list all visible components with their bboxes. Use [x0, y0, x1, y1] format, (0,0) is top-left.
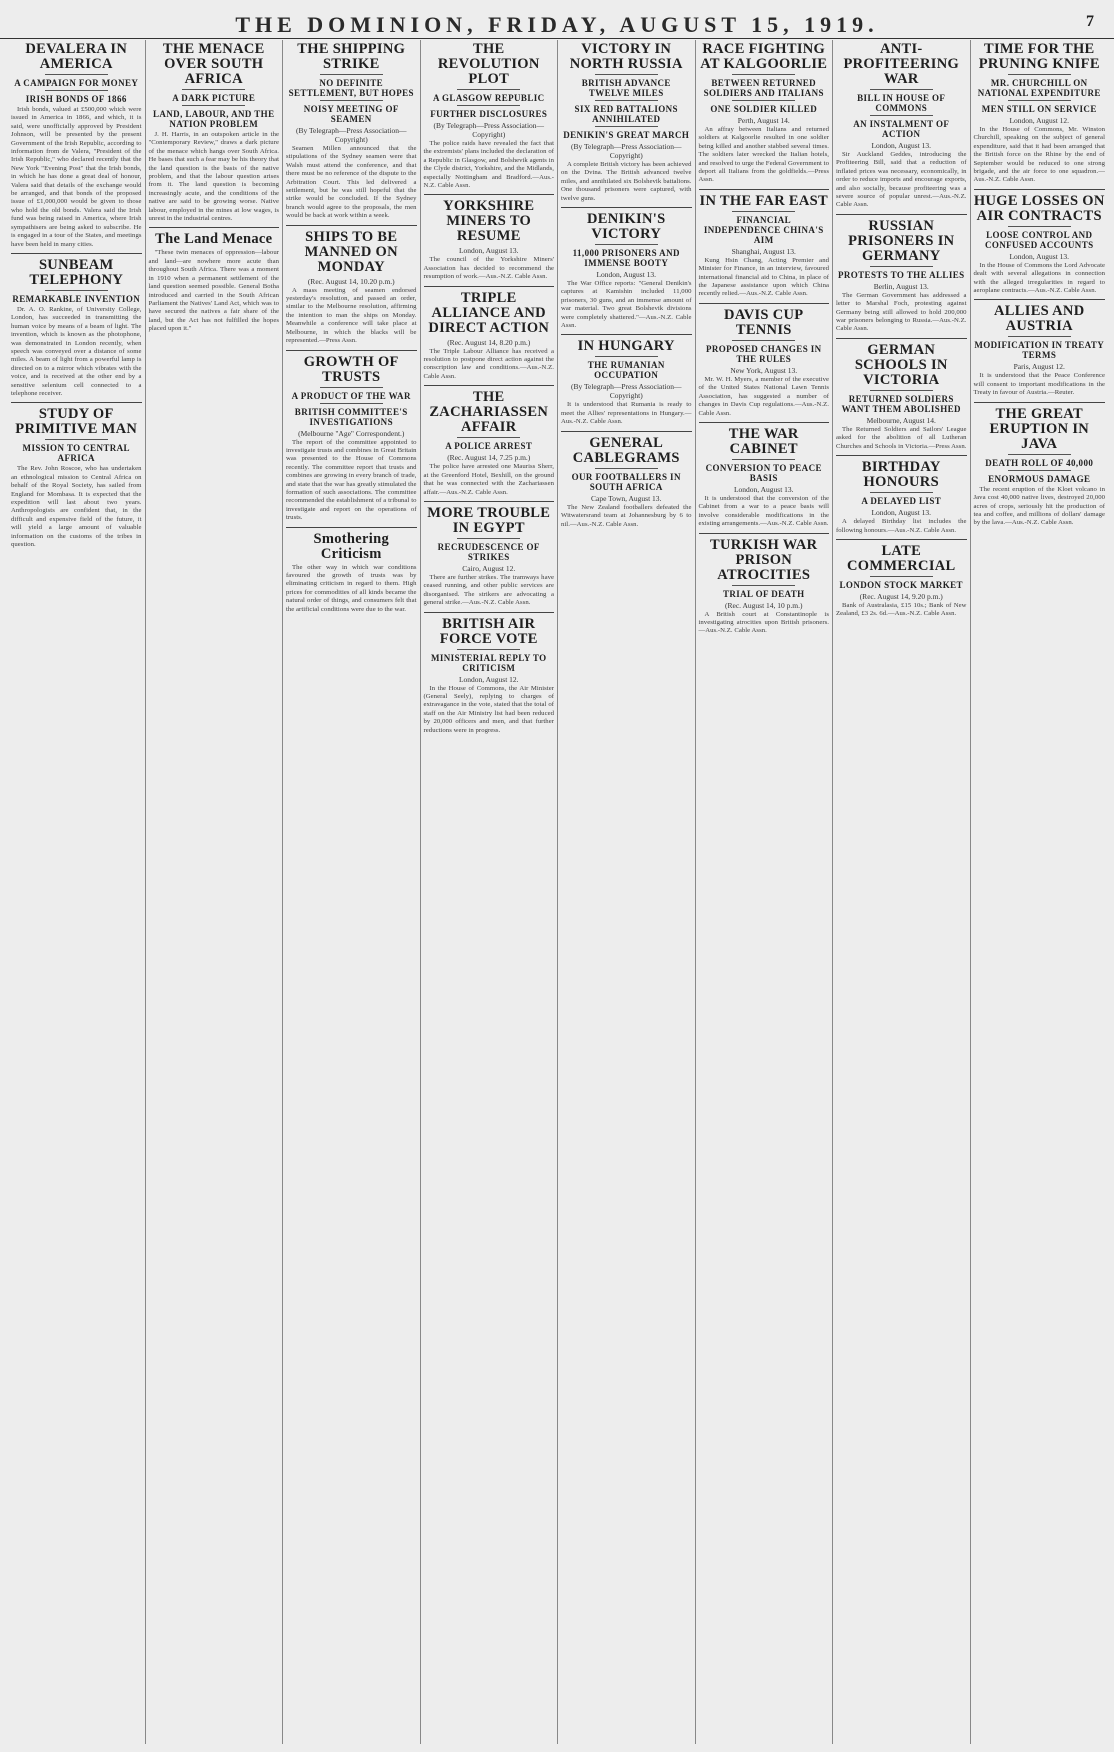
news-story	[699, 303, 830, 418]
news-story	[11, 42, 142, 249]
story-divider	[11, 253, 142, 254]
body-paragraph: An affray between Italians and returned soldiers at Kalgoorlie resulted in one soldier being killed and another stabbed several times. The soldiers later wrecked the Italian hotels, and resolved to urge the Federal Government to deport all Italians from the goldfields.—Press Assn.	[698, 126, 829, 184]
story-body	[11, 106, 142, 249]
story-subheadline: ONE SOLDIER KILLED	[710, 104, 818, 114]
story-subheadline: MISSION TO CENTRAL AFRICA	[22, 443, 130, 464]
story-dateline: Cape Town, August 13.	[591, 493, 662, 503]
news-story	[11, 253, 142, 398]
news-story	[424, 385, 555, 497]
story-divider	[286, 350, 417, 351]
body-paragraph: The Triple Labour Alliance has received a resolution to postpone direct action against the conscription law and conditions.—Aus.-N.Z. Cable Assn.	[423, 347, 554, 380]
body-paragraph: The report of the committee appointed to investigate trusts and combines in Great Britain was presented to the House of Commons recently. The committee report that trusts and combines are growing in every branch of trade, and state that the war has greatly stimulated the formation of such associations. The committee recommended the establishment of a tribunal to investigate and report on the operations of trusts.	[286, 438, 417, 522]
headline-rule	[870, 492, 933, 493]
body-paragraph: The recent eruption of the Kloet volcano in Java cost 40,000 native lives, destroyed 20,000 acres of crops, seriously hit the production of tea and coffee, and millions of dollars' damage by the lava.—Aus.-N.Z. Cable Assn.	[973, 485, 1105, 527]
story-dateline: (Rec. August 14, 8.20 p.m.)	[447, 337, 531, 347]
story-dateline: London, August 13.	[596, 270, 657, 280]
story-dateline: Perth, August 14.	[737, 116, 790, 125]
story-headline: TURKISH WAR PRISON ATROCITIES	[710, 536, 818, 583]
story-divider	[699, 533, 830, 534]
story-headline: GROWTH OF TRUSTS	[303, 353, 399, 385]
story-headline: MORE TROUBLE IN EGYPT	[427, 504, 551, 536]
story-body	[149, 249, 280, 333]
story-body	[836, 426, 967, 451]
news-column-7	[833, 40, 971, 1744]
story-subheadline: 11,000 PRISONERS AND IMMENSE BOOTY	[572, 248, 680, 269]
story-headline: THE WAR CABINET	[728, 425, 799, 457]
story-subheadline: BRITISH COMMITTEE'S INVESTIGATIONS	[294, 406, 408, 427]
news-story	[149, 42, 280, 223]
story-subheadline: PROPOSED CHANGES IN THE RULES	[705, 343, 822, 364]
story-headline: TIME FOR THE PRUNING KNIFE	[978, 41, 1100, 72]
story-subheadline: THE RUMANIAN OCCUPATION	[587, 360, 665, 381]
headline-rule	[457, 538, 520, 539]
story-divider	[699, 189, 830, 190]
news-story	[424, 42, 555, 190]
headline-rule	[1008, 100, 1071, 101]
news-story	[561, 431, 692, 529]
story-headline: THE SHIPPING STRIKE	[297, 41, 406, 72]
body-paragraph: Sir Auckland Geddes, introducing the Profiteering Bill, said that a reduction of inflated prices was necessary, economically, in order to reduce imports and encourage exports, and also socially, because profiteering was a severe source of popular unrest.—Aus.-N.Z. Cable Assn.	[836, 151, 967, 209]
story-divider	[561, 207, 692, 208]
story-subheadline: A GLASGOW REPUBLIC	[432, 93, 545, 103]
headline-rule	[457, 89, 520, 90]
body-paragraph: The other way in which war conditions favoured the growth of trusts was by eliminating criticism in regard to them. High prices for commodities of all kinds became the natural order of things, and consumers felt that the artificial conditions were due to the war.	[286, 563, 417, 613]
story-subheadline: A POLICE ARREST	[445, 441, 533, 452]
story-divider	[561, 431, 692, 432]
body-paragraph: In the House of Commons, the Air Minister (General Seely), replying to charges of extravagance in the vote, stated that the total of staff on the Air Ministry list had been reduced by 20,000 officers and men, and that further reductions were in progress.	[423, 684, 554, 734]
headline-rule	[320, 74, 383, 75]
story-divider	[836, 214, 967, 215]
story-subheadline: PROTESTS TO THE ALLIES	[837, 269, 965, 280]
story-headline: DAVIS CUP TENNIS	[724, 306, 804, 338]
news-column-5	[558, 40, 696, 1744]
story-body	[11, 306, 142, 398]
story-dateline: Melbourne, August 14.	[866, 415, 936, 425]
story-headline: YORKSHIRE MINERS TO RESUME	[443, 198, 535, 245]
headline-rule	[595, 74, 658, 75]
headline-rule	[45, 90, 108, 91]
headline-rule	[45, 439, 108, 440]
headline-rule	[457, 105, 520, 106]
body-paragraph: The police raids have revealed the fact that the extremists' plans included the declaration of a Republic in Glasgow, and Bolshevik agents in the Clyde district, Yorkshire, and the Midlands, especially Nottingham and Bradford.—Aus.-N.Z. Cable Assn.	[423, 140, 554, 190]
news-story	[699, 533, 830, 636]
headline-rule	[732, 100, 795, 101]
story-headline: TRIPLE ALLIANCE AND DIRECT ACTION	[428, 289, 550, 336]
body-paragraph: In the House of Commons, Mr. Winston Churchill, speaking on the subject of general expenditure, said that it had been arranged that the British force on the Rhine by the end of September would be reduced to one strong brigade, and the air force to one squadron.—Aus.-N.Z. Cable Assn.	[973, 126, 1105, 184]
headline-rule	[595, 100, 658, 101]
news-column-4	[421, 40, 559, 1744]
news-story	[699, 422, 830, 529]
story-dateline: Paris, August 12.	[1013, 362, 1065, 372]
story-dateline: Cairo, August 12.	[462, 563, 516, 573]
story-body	[699, 257, 830, 299]
body-paragraph: Mr. W. H. Myers, a member of the executive of the United States National Lawn Tennis Association, has suggested a number of changes in Davis Cup regulations.—Aus.-N.Z. Cable Assn.	[698, 375, 829, 417]
news-story	[561, 207, 692, 330]
story-body	[561, 401, 692, 426]
headline-rule	[1008, 470, 1071, 471]
story-divider	[836, 539, 967, 540]
story-body	[424, 574, 555, 608]
body-paragraph: The police have arrested one Mauriss Sherr, at the Greenford Hotel, Bexhill, on the ground that he was connected with the Zachariassen affair.—Aus.-N.Z. Cable Assn.	[423, 463, 554, 496]
story-subheadline: REMARKABLE INVENTION	[12, 293, 141, 304]
story-body	[836, 151, 967, 210]
news-column-3	[283, 40, 421, 1744]
news-story	[424, 194, 555, 281]
story-body	[836, 292, 967, 334]
story-dateline: (By Telegraph—Press Association—Copyright)	[433, 121, 545, 139]
body-paragraph: Irish bonds, valued at £500,000 which were issued in America in 1866, and which, it is said, were unofficially approved by President Johnson, will be presented by the present Government of the Irish Republic, according to information from de Valera, "President of the Irish Republic," who declared recently that the New York "Evening Post" that the Irish bonds, in which he has done a great deal of honour, Valera said that details of the exchange would be arranged, and that bonds of the proposed issue of £1,000,000 would be given to those who hold the old bonds. Valera said the Irish fund was being raised in America, where Irish sympathisers are being asked to subscribe. He is engaged in a tour of the States, and meetings have been held in many cities.	[11, 106, 142, 248]
story-divider	[699, 422, 830, 423]
story-headline: BRITISH AIR FORCE VOTE	[439, 615, 538, 647]
news-column-8	[971, 40, 1109, 1744]
story-headline: VICTORY IN NORTH RUSSIA	[569, 41, 683, 72]
story-divider	[424, 286, 555, 287]
story-dateline: London, August 13.	[1009, 251, 1070, 261]
body-paragraph: There are further strikes. The tramways have ceased running, and other public services are disorganised. The strikers are advocating a general strike.—Aus.-N.Z. Cable Assn.	[423, 573, 554, 607]
headline-rule	[732, 211, 795, 212]
body-paragraph: It is understood that the conversion of the Cabinet from a war to a peace basis will involve considerable modifications in the existing arrangements.—Aus.-N.Z. Cable Assn.	[698, 494, 829, 528]
headline-rule	[457, 437, 520, 438]
headline-rule	[870, 390, 933, 391]
story-headline: DENIKIN'S VICTORY	[587, 211, 666, 243]
headline-rule	[870, 89, 933, 90]
story-body	[286, 145, 417, 221]
story-headline: HUGE LOSSES ON AIR CONTRACTS	[973, 192, 1105, 224]
columns-container	[8, 40, 1108, 1744]
headline-rule	[732, 459, 795, 460]
story-subheadline: LOOSE CONTROL AND CONFUSED ACCOUNTS	[984, 229, 1094, 250]
story-subheadline: A DARK PICTURE	[172, 93, 256, 103]
story-divider	[424, 194, 555, 195]
story-dateline: London, August 12.	[458, 674, 519, 684]
story-body	[974, 372, 1106, 397]
news-story	[836, 455, 967, 535]
story-dateline: (By Telegraph—Press Association—Copyright)	[570, 142, 682, 160]
body-paragraph: J. H. Harris, in an outspoken article in the "Contemporary Review," draws a dark picture of the menace which hangs over South Africa. He bases that such a fear may be his theory that the land question is the basis of the native problem, and that the labour question arises from it. The land question is becoming increasingly acute, and the conditions of the native are said to be growing worse. Native labour, employed in the mines at low wages, is unrest in the industrial centres.	[148, 131, 279, 223]
story-body	[424, 348, 555, 382]
news-story	[286, 527, 417, 614]
story-body	[699, 126, 830, 185]
story-subheadline: CONVERSION TO PEACE BASIS	[705, 462, 822, 483]
story-headline: GENERAL CABLEGRAMS	[572, 434, 680, 466]
body-paragraph: The German Government has addressed a letter to Marshal Foch, protesting against Germany being still allowed to hold 200,000 war prisoners belonging to Russia.—Aus.-N.Z. Cable Assn.	[836, 291, 967, 333]
story-subheadline: MODIFICATION IN TREATY TERMS	[974, 340, 1105, 361]
story-divider	[836, 455, 967, 456]
story-divider	[11, 402, 142, 403]
story-subheadline: DENIKIN'S GREAT MARCH	[563, 130, 690, 140]
story-body	[974, 486, 1106, 528]
masthead	[0, 0, 1114, 39]
news-story	[699, 42, 830, 185]
story-body	[974, 126, 1106, 185]
story-divider	[974, 299, 1106, 300]
story-headline: SUNBEAM TELEPHONY	[29, 256, 124, 288]
story-body	[286, 439, 417, 523]
headline-rule	[595, 468, 658, 469]
story-divider	[836, 338, 967, 339]
story-body	[11, 465, 142, 549]
news-story	[699, 189, 830, 299]
story-headline: LATE COMMERCIAL	[846, 542, 956, 574]
headline-rule	[870, 115, 933, 116]
news-story	[974, 42, 1106, 185]
story-body	[561, 161, 692, 203]
story-dateline: Shanghai, August 13.	[731, 246, 796, 256]
story-dateline: (Rec. August 14, 9.20 p.m.)	[859, 591, 943, 601]
story-subheadline: FINANCIAL INDEPENDENCE CHINA'S AIM	[703, 214, 824, 245]
headline-rule	[45, 290, 108, 291]
story-subheadline: A PRODUCT OF THE WAR	[291, 390, 411, 401]
story-subheadline: AN INSTALMENT OF ACTION	[853, 119, 950, 139]
story-subheadline: OUR FOOTBALLERS IN SOUTH AFRICA	[571, 471, 681, 492]
story-headline: RUSSIAN PRISONERS IN GERMANY	[848, 217, 955, 264]
story-subheadline: LAND, LABOUR, AND THE NATION PROBLEM	[152, 109, 275, 129]
story-body	[699, 376, 830, 418]
story-dateline: (By Telegraph—Press Association—Copyright)	[295, 126, 407, 144]
headline-rule	[182, 105, 245, 106]
story-dateline: (By Telegraph—Press Association—Copyright)	[570, 382, 682, 401]
news-story	[149, 227, 280, 333]
news-story	[561, 334, 692, 426]
story-subheadline: MR. CHURCHILL ON NATIONAL EXPENDITURE	[977, 78, 1101, 98]
story-headline: ALLIES AND AUSTRIA	[994, 303, 1085, 335]
story-divider	[424, 385, 555, 386]
news-story	[836, 214, 967, 334]
story-divider	[286, 225, 417, 226]
story-headline: IN THE FAR EAST	[699, 192, 828, 209]
story-headline: STUDY OF PRIMITIVE MAN	[15, 406, 138, 438]
story-subheadline: TRIAL OF DEATH	[722, 588, 805, 599]
page-number: 7	[1086, 13, 1094, 30]
news-story	[11, 402, 142, 549]
story-headline: THE ZACHARIASSEN AFFAIR	[429, 389, 549, 436]
story-divider	[974, 402, 1106, 403]
headline-rule	[45, 74, 108, 75]
headline-rule	[595, 356, 658, 357]
headline-rule	[1008, 226, 1071, 227]
news-story	[974, 189, 1106, 296]
body-paragraph: The New Zealand footballers defeated the Witwatersrand team at Johannesburg by 6 to nil.—Aus.-N.Z. Cable Assn.	[561, 503, 692, 528]
headline-rule	[1008, 336, 1071, 337]
news-column-6	[696, 40, 834, 1744]
story-headline: SHIPS TO BE MANNED ON MONDAY	[304, 228, 398, 275]
story-body	[974, 262, 1106, 296]
body-paragraph: It is understood that the Peace Conference will consent to important modifications in the Treaty in favour of Austria.—Reuter.	[973, 372, 1105, 397]
news-story	[286, 225, 417, 346]
headline-rule	[732, 585, 795, 586]
story-divider	[149, 227, 280, 228]
body-paragraph: The Rev. John Roscoe, who has undertaken an ethnological mission to Central Africa on behalf of the Royal Society, has sailed from England for Mombasa. It is expected that the expedition will last about two years. Anthropologists are confident that, in the difficult and expensive field of the future, it will yield a large amount of valuable information on the customs of the tribes in question.	[11, 465, 142, 549]
story-subheadline: A DELAYED LIST	[861, 496, 942, 507]
story-subheadline: BETWEEN RETURNED SOLDIERS AND ITALIANS	[703, 78, 824, 98]
story-headline: The Land Menace	[155, 231, 273, 248]
story-subheadline: RETURNED SOLDIERS WANT THEM ABOLISHED	[841, 393, 961, 414]
story-body	[836, 518, 967, 535]
story-dateline: London, August 13.	[733, 484, 794, 494]
body-paragraph: A complete British victory has been achieved on the Dvina. The British advanced twelve miles, and annihilated six Bolshevik battalions. One thousand prisoners were captured, with twelve guns.	[561, 161, 692, 202]
body-paragraph: A delayed Birthday list includes the following honours.—Aus.-N.Z. Cable Assn.	[836, 518, 967, 534]
body-paragraph: The War Office reports: "General Denikin's captures at Kamishin included 11,000 prisoners, 30 guns, and an immense amount of war material. Two great Bolshevik divisions were completely shattered."—Aus.-N.Z. Cable Assn.	[561, 280, 692, 330]
body-paragraph: Dr. A. O. Rankine, of University College, London, has succeeded in transmitting the human voice by means of a beam of light. The invention, which is known as the photophone, was demonstrated in London recently, when speech was conveyed over a distance of some miles. A beam of light from a powerful lamp is directed on to a mirror which vibrates with the voice, and is received at the other end by a sensitive selenium cell connected to a telephone receiver.	[11, 305, 142, 397]
story-headline: THE GREAT ERUPTION IN JAVA	[989, 405, 1090, 452]
news-story	[286, 42, 417, 221]
story-dateline: (Rec. August 14, 7.25 p.m.)	[447, 453, 531, 463]
body-paragraph: Seamen Millen announced that the stipulations of the Sydney seamen were that Walsh must attend the conference, and that there must be no reference of the dispute to the Arbitration Court. This led delivered a settlement, but he was still hopeful that the strike would be concluded. If the Sydney branch would agree to the proposals, the men would be back at work within a week.	[286, 145, 417, 220]
story-subheadline: FURTHER DISCLOSURES	[430, 109, 548, 119]
story-dateline: Berlin, August 13.	[873, 281, 929, 291]
story-divider	[286, 527, 417, 528]
story-body	[836, 602, 967, 619]
story-body	[561, 504, 692, 529]
story-subheadline: IRISH BONDS OF 1866	[25, 94, 127, 104]
news-column-1	[8, 40, 146, 1744]
story-subheadline: DEATH ROLL OF 40,000	[985, 457, 1094, 468]
news-story	[424, 612, 555, 735]
body-paragraph: The Returned Soldiers and Sailors' League asked for the abolition of all Lutheran Churches and Schools in Victoria.—Press Assn.	[836, 425, 967, 450]
story-divider	[974, 189, 1106, 190]
news-story	[286, 350, 417, 523]
story-divider	[699, 303, 830, 304]
news-story	[974, 402, 1106, 528]
story-headline: RACE FIGHTING AT KALGOORLIE	[700, 41, 828, 72]
story-body	[424, 463, 555, 497]
story-dateline: (Rec. August 14, 10.20 p.m.)	[307, 276, 395, 286]
story-headline: IN HUNGARY	[577, 338, 675, 355]
story-subheadline: NOISY MEETING OF SEAMEN	[303, 104, 399, 124]
story-body	[149, 131, 280, 223]
story-dateline: (Melbourne "Age" Correspondent.)	[298, 428, 405, 438]
story-dateline: (Rec. August 14, 10 p.m.)	[725, 600, 803, 610]
news-story	[836, 539, 967, 619]
story-body	[424, 140, 555, 190]
body-paragraph: A British court at Constantinople is investigating atrocities upon British prisoners.—Aus.-N.Z. Cable Assn.	[698, 610, 829, 635]
body-paragraph: "These twin menaces of oppression—labour and land—are nowhere more acute than throughout South Africa. There was a moment in 1910 when a permanent settlement of the land question seemed possible. General Botha introduced and carried in the South African Parliament the Natives' Land Act, which was to have secured the natives a fair share of the land, but the Act has not fulfilled the hopes placed upon it."	[148, 249, 279, 333]
story-subheadline: A CAMPAIGN FOR MONEY	[14, 78, 139, 88]
news-story	[424, 501, 555, 608]
story-body	[699, 495, 830, 529]
headline-rule	[870, 576, 933, 577]
body-paragraph: The council of the Yorkshire Miners' Association has decided to recommend the resumption of work.—Aus.-N.Z. Cable Assn.	[423, 256, 554, 281]
story-headline: ANTI-PROFITEERING WAR	[843, 41, 960, 87]
body-paragraph: Bank of Australasia, £15 10s.; Bank of New Zealand, £3 2s. 6d.—Aus.-N.Z. Cable Assn.	[836, 601, 967, 618]
story-dateline: London, August 13.	[458, 246, 519, 256]
story-headline: Smothering Criticism	[313, 530, 389, 562]
story-body	[286, 287, 417, 346]
story-subheadline: NO DEFINITE SETTLEMENT, BUT HOPES	[288, 78, 414, 98]
story-headline: THE REVOLUTION PLOT	[437, 41, 540, 87]
headline-rule	[1008, 74, 1071, 75]
story-headline: BIRTHDAY HONOURS	[861, 459, 941, 491]
story-subheadline: ENORMOUS DAMAGE	[988, 473, 1091, 484]
body-paragraph: It is understood that Rumania is ready to meet the Allies' representations in Hungary.—Aus.-N.Z. Cable Assn.	[561, 401, 692, 426]
headline-rule	[320, 100, 383, 101]
headline-rule	[870, 266, 933, 267]
headline-rule	[732, 340, 795, 341]
newspaper-title: THE DOMINION, FRIDAY, AUGUST 15, 1919.	[235, 12, 879, 37]
story-headline: THE MENACE OVER SOUTH AFRICA	[162, 41, 265, 87]
story-subheadline: MINISTERIAL REPLY TO CRITICISM	[430, 652, 547, 673]
headline-rule	[320, 403, 383, 404]
story-dateline: London, August 13.	[871, 141, 932, 150]
headline-rule	[595, 126, 658, 127]
story-body	[424, 256, 555, 281]
story-headline: DEVALERA IN AMERICA	[25, 41, 128, 72]
story-subheadline: SIX RED BATTALIONS ANNIHILATED	[574, 104, 678, 124]
headline-rule	[457, 649, 520, 650]
story-dateline: New York, August 13.	[730, 365, 798, 375]
news-story	[836, 42, 967, 210]
body-paragraph: A mass meeting of seamen endorsed yesterday's resolution, and passed an order, similar to the Melbourne resolution, affirming the intention to man the ships on Monday. Meanwhile a conference will take place at Melbourne, in which the blacks will be represented.—Press Assn.	[286, 286, 417, 345]
story-body	[286, 564, 417, 614]
headline-rule	[320, 387, 383, 388]
story-subheadline: MEN STILL ON SERVICE	[981, 104, 1097, 114]
headline-rule	[1008, 454, 1071, 455]
body-paragraph: Kung Hsin Chang, Acting Premier and Minister for Finance, in an interview, favoured international financial aid to China, in place of the Japanese assistance upon which China recently relied.—Aus.-N.Z. Cable Assn.	[698, 256, 829, 298]
headline-rule	[182, 89, 245, 90]
headline-rule	[732, 74, 795, 75]
story-divider	[424, 612, 555, 613]
story-subheadline: BRITISH ADVANCE TWELVE MILES	[581, 78, 671, 98]
story-body	[424, 685, 555, 735]
news-story	[424, 286, 555, 382]
headline-rule	[595, 244, 658, 245]
story-dateline: London, August 12.	[1009, 116, 1070, 125]
story-dateline: London, August 13.	[871, 508, 932, 518]
story-divider	[424, 501, 555, 502]
story-subheadline: RECRUDESCENCE OF STRIKES	[437, 541, 540, 562]
body-paragraph: In the House of Commons the Lord Advocate dealt with several allegations in connection with the alleged irregularities in regard to aeroplane contracts.—Aus.-N.Z. Cable Assn.	[973, 261, 1105, 295]
story-subheadline: BILL IN HOUSE OF COMMONS	[857, 93, 946, 113]
story-body	[699, 611, 830, 636]
story-divider	[561, 334, 692, 335]
story-body	[561, 280, 692, 330]
story-subheadline: LONDON STOCK MARKET	[839, 579, 963, 590]
news-column-2	[146, 40, 284, 1744]
news-story	[561, 42, 692, 203]
news-story	[974, 299, 1106, 397]
story-headline: GERMAN SCHOOLS IN VICTORIA	[854, 341, 948, 388]
news-story	[836, 338, 967, 451]
